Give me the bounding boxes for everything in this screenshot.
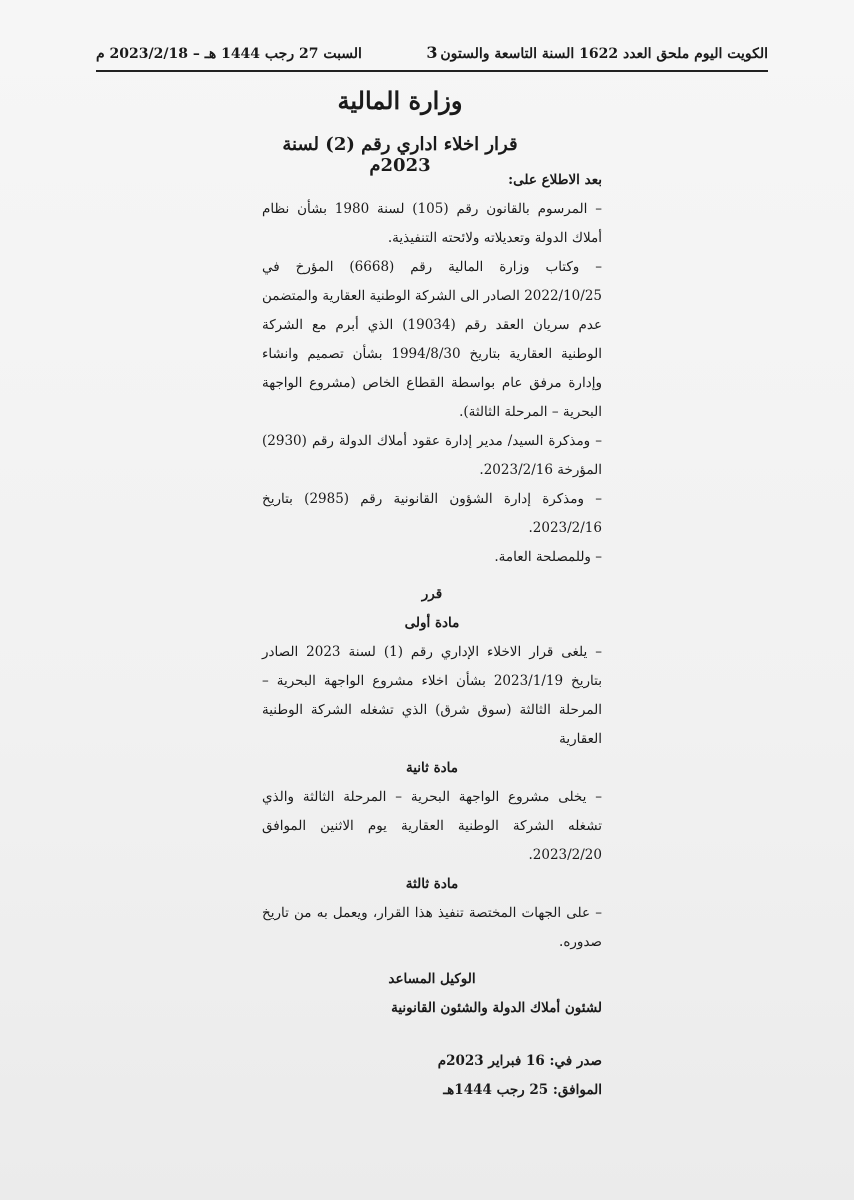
article-2-heading: مادة ثانية — [405, 760, 459, 776]
recital-1: – المرسوم بالقانون رقم (105) لسنة 1980 بشأن نظام أملاك الدولة وتعديلاته ولائحته التنفيذية. — [262, 201, 602, 246]
header-date: السبت 27 رجب 1444 هـ – 2023/2/18 م — [96, 46, 362, 62]
article-3-heading: مادة ثالثة — [405, 876, 459, 892]
ministry-title: وزارة المالية — [337, 86, 463, 115]
recital-2: – وكتاب وزارة المالية رقم (6668) المؤرخ في 2022/10/25 الصادر الى الشركة الوطنية العقارية والمتضمن عدم سريان العقد رقم (19034) الذي أبرم مع الشركة الوطنية العقارية بتاريخ 1994/8/30 بشأن تصميم وانشاء وإدارة مرفق عام بواسطة القطاع الخاص (مشروع الواجهة البحرية – المرحلة الثالثة). — [262, 259, 602, 420]
article-1-text: – يلغى قرار الاخلاء الإداري رقم (1) لسنة 2023 الصادر بتاريخ 2023/1/19 بشأن اخلاء مشروع الواجهة البحرية – المرحلة الثالثة (سوق شرق) الذي تشغله الشركة الوطنية العقارية — [262, 644, 602, 747]
article-3-text: – على الجهات المختصة تنفيذ هذا القرار، ويعمل به من تاريخ صدوره. — [262, 905, 602, 950]
decision-body — [262, 166, 602, 1105]
signatory-title: الوكيل المساعد — [388, 971, 476, 987]
page-header — [96, 40, 768, 68]
recital-3: – ومذكرة السيد/ مدير إدارة عقود أملاك الدولة رقم (2930) المؤرخة 2023/2/16. — [262, 433, 602, 478]
article-2-text: – يخلى مشروع الواجهة البحرية – المرحلة الثالثة والذي تشغله الشركة الوطنية العقارية يوم الاثنين الموافق 2023/2/20. — [262, 789, 602, 863]
decided-heading: قرر — [421, 586, 443, 602]
article-1-heading: مادة أولى — [404, 615, 460, 631]
recital-4: – ومذكرة إدارة الشؤون القانونية رقم (2985) بتاريخ 2023/2/16. — [262, 491, 602, 536]
issue-date: صدر في: 16 فبراير 2023م — [437, 1053, 602, 1069]
header-divider — [96, 70, 768, 72]
recital-5: – وللمصلحة العامة. — [494, 549, 602, 565]
signatory-department: لشئون أملاك الدولة والشئون القانونية — [391, 1000, 602, 1016]
header-page-number: 3 — [426, 43, 438, 62]
header-publication: الكويت اليوم ملحق العدد 1622 السنة التاسعة والستون — [440, 46, 768, 62]
decision-title: قرار اخلاء اداري رقم (2) لسنة 2023م — [282, 134, 518, 176]
issue-hijri-date: الموافق: 25 رجب 1444هـ — [443, 1082, 602, 1098]
preamble: بعد الاطلاع على: — [508, 172, 602, 188]
